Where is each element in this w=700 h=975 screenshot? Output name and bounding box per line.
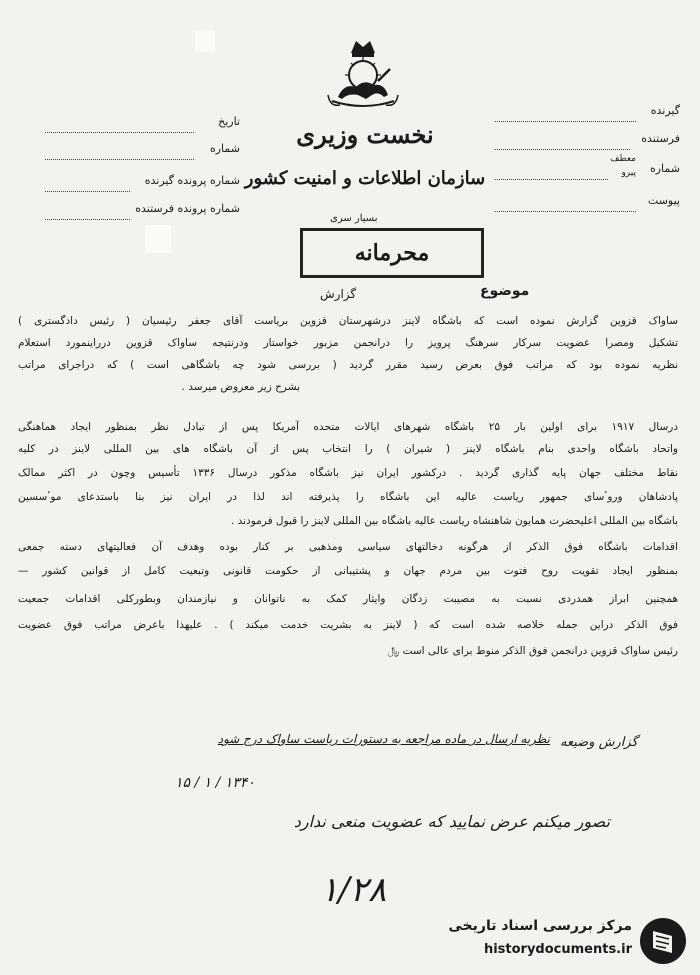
recipient-field [495,102,680,124]
lion-and-sun-emblem-icon [318,35,408,115]
handwritten-file-number: ۱/۲۸ [320,870,387,910]
number-label-right: شماره [649,162,680,175]
handwritten-note-prefix: گزارش وضیعه [560,735,638,750]
blank-patch-left [145,225,171,253]
subject-label: موضوع [480,283,530,299]
archive-watermark [420,912,690,970]
confidential-stamp: محرمانه [300,228,484,278]
sender-file-label: شماره پرونده فرستنده [135,202,240,215]
body-line: نقاط مختلف جهان پایه گذاری گردید . درکشور ایران نیز باشگاه مذکور درسال ۱۳۳۶ تأسیس وچون در اکثر ممالک [18,467,678,479]
body-line: باشگاه بین المللی اعلیحضرت همایون شاهنشاه ریاست عالیه باشگاه بین المللی لاینز را قبول فرمودند . [230,515,678,527]
follow-label: پیرو [621,168,636,178]
body-line: درسال ۱۹۱۷ برای اولین بار ۲۵ باشگاه شهرهای ایالات متحده آمریکا پس از تبادل نظر بمنظور ایجاد هماهنگی [18,421,678,433]
archive-website: historydocuments.ir [483,942,632,957]
date-label: تاریخ [218,115,240,128]
number-field-left [45,140,240,162]
archive-logo-icon [638,916,688,966]
recipient-file-label: شماره پرونده گیرنده [144,174,240,187]
body-line: تشکیل ومصرا عضویت سرکار سرهنگ پرویز را درانجمن مزبور خواستار ودرنتیجه ساواک قزوین درراینمورد استعلام [18,337,678,349]
number-label-left: شماره [209,142,240,155]
attached-label: معطف [610,154,636,164]
body-line: نظریه نموده بود که مراتب فوق بعرض رسید مقرر گردید ( بررسی شود چه باشگاهی است ) که دراجرای مراتب [18,359,678,371]
handwritten-note-line2: تصور میکنم عرض نمایید که عضویت منعی ندارد [293,812,610,831]
body-line: واتحاد باشگاه واحدی بنام باشگاه لاینز ( شیران ) را انتخاب پس از آن باشگاه های بین المللی لاینز در کلیه [18,443,678,455]
body-line: اقدامات باشگاه فوق الذکر از هرگونه دخالتهای سیاسی ومذهبی بر کنار بوده وهدف آن فعالیتهای دسته جمعی [18,541,678,553]
sender-field [495,130,680,152]
body-line: همچنین ابراز همدردی نسبت به مصیبت زدگان وایثار کمک به ناتوانان و نیازمندان وبطورکلی اقدامات جمعیت [18,593,678,605]
ministry-title: نخست وزیری [296,120,434,149]
enclosure-field [495,192,680,214]
body-line: ساواک قزوین گزارش نموده است که باشگاه لاینز درشهرستان قزوین بریاست آقای جعفر رئیسیان ( رئیس دادگستری ) [18,315,678,327]
blank-patch-top [195,30,215,52]
sender-label: فرستنده [641,132,680,145]
subject-value: گزارش [320,287,357,301]
handwritten-note-line1: نظریه ارسال در ماده مراجعه به دستورات ریاست ساواک درج شود [217,732,550,746]
recipient-label: گیرنده [650,104,680,117]
enclosure-label: پیوست [647,194,680,207]
recipient-file-field [45,172,240,194]
body-line: پادشاهان وروٴسای جمهور ریاست عالیه این باشگاه را پذیرفته اند لذا در ایران نیز بنا باستدعای موٴسسین [18,491,678,503]
stamp-note: بسیار سری [330,213,378,224]
handwritten-date: ۱۵ / ۱ / ۱۳۴۰ [175,775,255,791]
number-field-right [495,154,680,182]
date-field [45,113,240,135]
organization-title: سازمان اطلاعات و امنیت کشور [244,168,486,189]
body-line: رئیس ساواک قزوین درانجمن فوق الذکر منوط برای عالی است ﷼ [387,645,678,657]
sender-file-field [45,200,240,222]
archive-center-name: مرکز بررسی اسناد تاریخی [448,918,632,934]
body-line: بشرح زیر معروض میرسد . [181,381,300,393]
body-line: بمنظور ایجاد تقویت روح فتوت بین مردم جهان و پشتیبانی از حکومت قانونی وتبعیت کامل از قوانین کشور — [18,565,678,577]
body-line: فوق الذکر دراین جمله خلاصه شده است که ( لاینز به بشریت خدمت میکند ) . علیهذا باعرض مراتب فوق عضویت [18,619,678,631]
